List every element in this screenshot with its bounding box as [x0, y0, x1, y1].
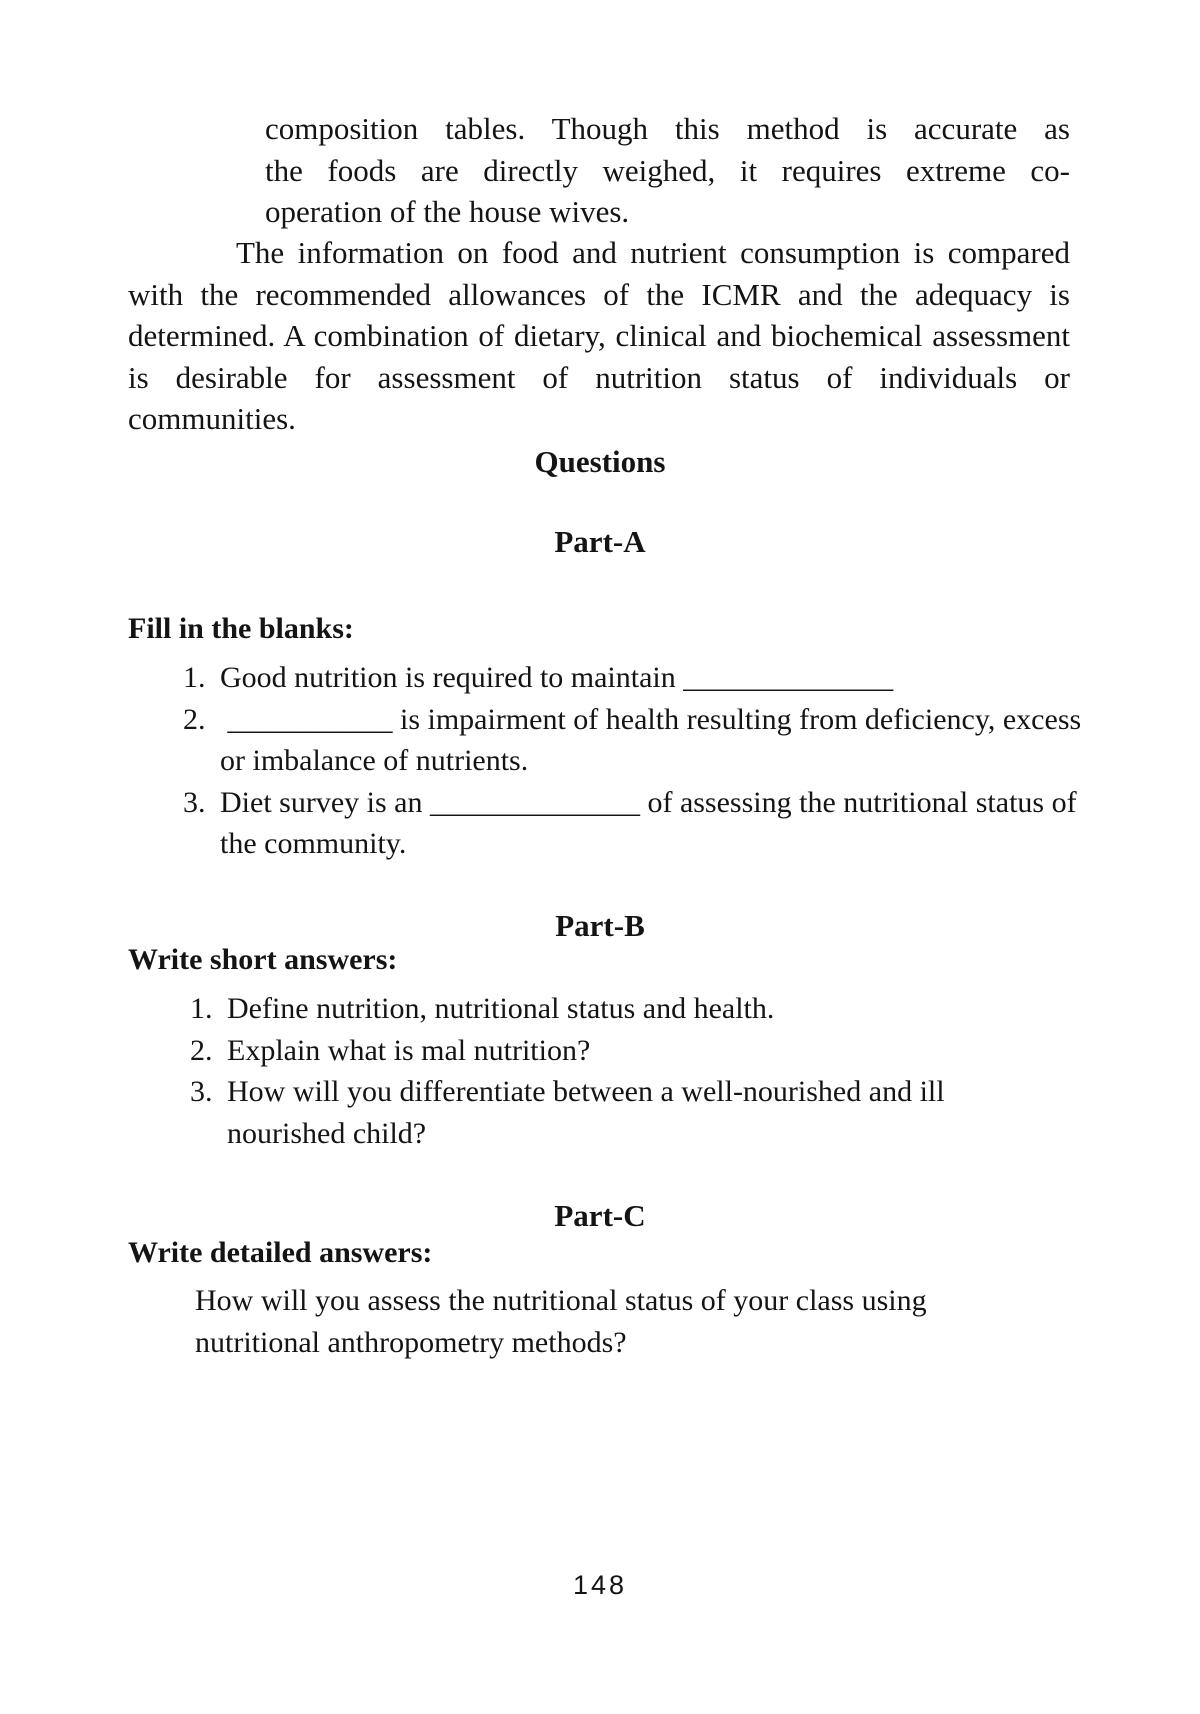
part-a-heading: Part-A: [554, 524, 646, 559]
part-c-heading: Part-C: [554, 1198, 646, 1233]
part-c-instruction: Write detailed answers:: [128, 1236, 433, 1269]
part-b-question-list: [190, 988, 1070, 1154]
question-text: ___________ is impairment of health resulting from deficiency, excess or imbalance of nutrients.: [220, 702, 1089, 777]
question-number: 1.: [190, 992, 213, 1025]
questions-heading: Questions: [534, 444, 666, 479]
page-number: 148: [572, 1570, 628, 1600]
part-c-question-text: How will you assess the nutritional status of your class using nutritional anthropometry methods?: [195, 1284, 927, 1359]
question-item: [183, 782, 1083, 865]
part-b-instruction: Write short answers:: [128, 943, 398, 976]
question-number: 2.: [190, 1033, 213, 1067]
question-text: Diet survey is an ______________ of assessing the nutritional status of the community.: [220, 785, 1077, 860]
question-item: [190, 1071, 1070, 1154]
question-item: [190, 1030, 1070, 1072]
body-paragraph: The information on food and nutrient consumption is compared with the recommended allowances of the ICMR and the adequacy is determined. A combination of dietary, clinical and biochemical assessment is desirable for assessment of nutrition status of individuals or communities.: [128, 235, 1070, 436]
continuation-line: composition tables. Though this method is accurate as: [265, 111, 1070, 146]
question-number: 1.: [183, 661, 206, 694]
continuation-text: [265, 108, 1070, 233]
question-number: 3.: [190, 1075, 213, 1108]
question-text: Define nutrition, nutritional status and health.: [227, 992, 775, 1025]
question-number: 2.: [183, 702, 206, 736]
question-item: [190, 988, 1070, 1030]
question-item: [183, 657, 1083, 699]
continuation-line: operation of the house wives.: [265, 194, 630, 229]
part-b-heading: Part-B: [555, 908, 645, 943]
question-text: Good nutrition is required to maintain ______________: [220, 661, 894, 694]
question-text: How will you differentiate between a well-nourished and ill nourished child?: [227, 1075, 945, 1150]
continuation-line: the foods are directly weighed, it requires extreme co-: [265, 152, 1070, 188]
part-a-question-list: [183, 657, 1089, 865]
question-item: [183, 699, 1089, 782]
part-a-instruction: Fill in the blanks:: [128, 612, 354, 645]
question-text: Explain what is mal nutrition?: [227, 1033, 591, 1067]
question-number: 3.: [183, 785, 206, 819]
